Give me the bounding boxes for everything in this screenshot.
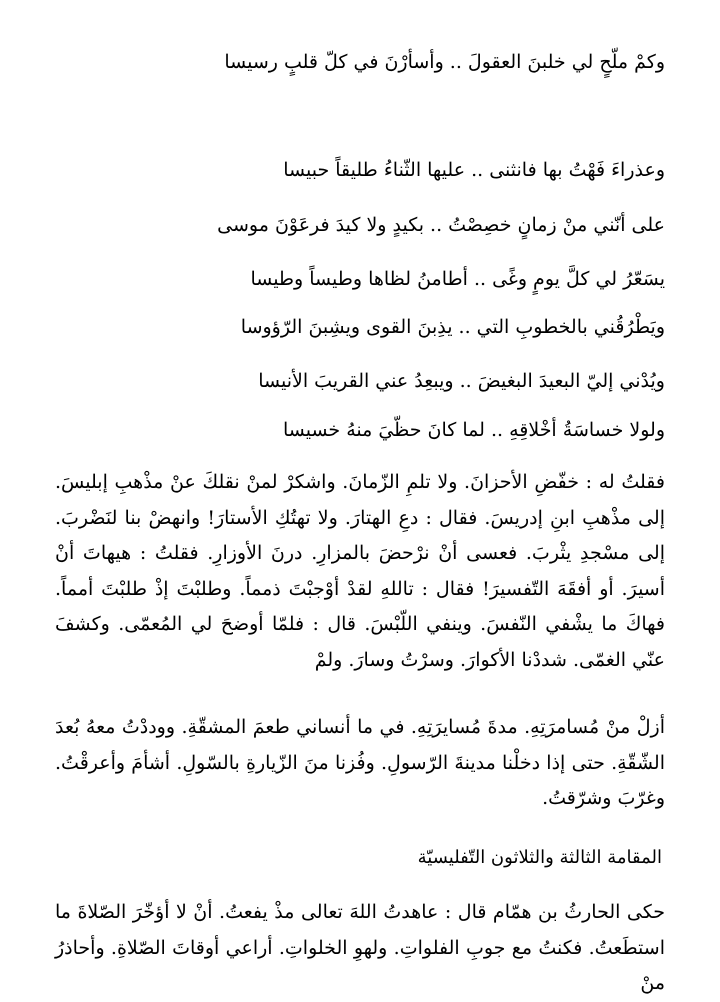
prose-paragraph-1: فقلتُ له : خفّضِ الأحزانَ. ولا تلمِ الزّمانَ. واشكرْ لمنْ نقلكَ عنْ مذْهبِ إبليسَ. إلى مذْهبِ ابنِ إدريسَ. فقال : دعِ الهتارَ. ولا تهتُكِ الأستارَ! وانهضْ بنا لنَضْربَ. إلى مسْجدِ يثْربَ. فعسى أنْ نرْحضَ بالمزارِ. درنَ الأوزارِ. فقلتُ : هيهاتَ أنْ أسيرَ. أو أفقَهَ التّفسيرَ! فقال : تاللهِ لقدْ أوْجبْتَ ذمماً. وطلبْتَ إذْ طلبْتَ أمماً. فهاكَ ما يشْفي النّفسَ. وينفي اللّبْسَ. قال : فلمّا أوضحَ لي المُعمّى. وكشفَ عنّي الغمّى. شددْنا الأكوارَ. وسرْتُ وسارَ. ولمْ [55, 471, 665, 671]
section-heading: المقامة الثالثة والثلاثون التّفليسيّة [417, 847, 662, 868]
prose-paragraph-2: أزلْ منْ مُسامرَتِهِ. مدةَ مُسايرَتِهِ. في ما أنساني طعمَ المشقّةِ. ووددْتُ معهُ بُعدَ الشّقّةِ. حتى إذا دخلْنا مدينةَ الرّسولِ. وفُزنا منَ الزّيارةِ بالسّولِ. أشأمَ وأعرقْتُ. وغرّبَ وشرّقتُ. [55, 716, 665, 809]
prose-paragraph-3: حكى الحارثُ بن همّام قال : عاهدتُ اللهَ تعالى مذْ يفعتُ. أنْ لا أؤخّرَ الصّلاةَ ما استطَعتُ. فكنتُ مع جوبِ الفلواتِ. ولهوِ الخلواتِ. أراعي أوقاتَ الصّلاةِ. وأحاذرُ منْ [55, 901, 665, 994]
verse-line-4: يسَعّرُ لي كلَّ يومٍ وغًى .. أطامنُ لظاها وطيساً وطيسا [250, 268, 665, 290]
verse-line-7: ولولا خساسَةُ أخْلاقِهِ .. لما كانَ حظّيَ منهُ خسيسا [282, 419, 665, 441]
verse-line-1: وكمْ ملّحٍ لي خلبنَ العقولَ .. وأسأرْنَ في كلّ قلبٍ رسيسا [224, 51, 665, 73]
verse-line-6: ويُدْني إليّ البعيدَ البغيضَ .. ويبعِدُ عني القريبَ الأنيسا [258, 370, 665, 392]
verse-line-3: على أنّني منْ زمانٍ خصِصْتُ .. بكيدٍ ولا كيدَ فرعَوْنَ موسى [217, 214, 665, 236]
verse-line-5: ويَطْرُقُني بالخطوبِ التي .. يذِبنَ القوى ويشِبنَ الرّؤوسا [240, 316, 665, 338]
verse-line-2: وعذراءَ فَهْتُ بها فانثنى .. عليها الثّناءُ طليقاً حبيسا [283, 159, 665, 181]
